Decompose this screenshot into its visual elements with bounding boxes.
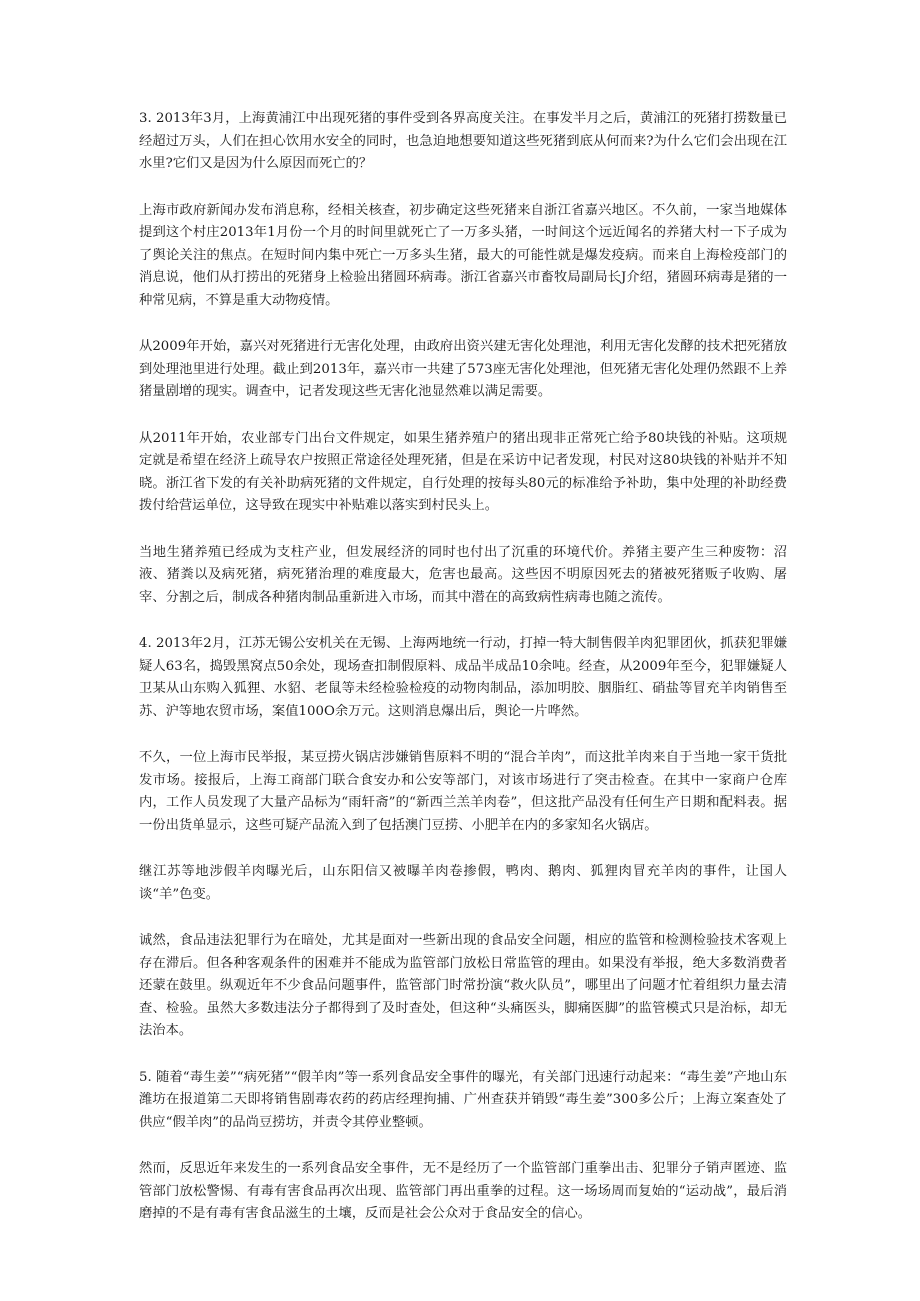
paragraph-subsidy: 从2011年开始，农业部专门出台文件规定，如果生猪养殖户的猪出现非正常死亡给予80块钱的补贴。这项规定就是希望在经济上疏导农户按照正常途径处理死猪，但是在采访中记者发现，村民对这80块钱的补贴并不知晓。浙江省下发的有关补助病死猪的文件规定，自行处理的按每头80元的标准给予补助，集中处理的补助经费拨付给营运单位，这导致在现实中补贴难以落实到村民头上。 bbox=[139, 430, 787, 513]
paragraph-item-3-dead-pigs: 3. 2013年3月，上海黄浦江中出现死猪的事件受到各界高度关注。在事发半月之后，黄浦江的死猪打捞数量已经超过万头，人们在担心饮用水安全的同时，也急迫地想要知道这些死猪到底从何而来?为什么它们会出现在江水里?它们又是因为什么原因而死亡的？ bbox=[139, 111, 787, 171]
paragraph-item-4-fake-mutton: 4. 2013年2月，江苏无锡公安机关在无锡、上海两地统一行动，打掉一特大制售假羊肉犯罪团伙，抓获犯罪嫌疑人63名，捣毁黑窝点50余处，现场查扣制假原料、成品半成品10余吨。经查，从2009年至今，犯罪嫌疑人卫某从山东购入狐狸、水貂、老鼠等未经检验检疫的动物肉制品，添加明胶、胭脂红、硝盐等冒充羊肉销售至苏、沪等地农贸市场，案值100O余万元。这则消息爆出后，舆论一片哗然。 bbox=[139, 636, 787, 719]
paragraph-supervision-lag: 诚然，食品违法犯罪行为在暗处，尤其是面对一些新出现的食品安全问题，相应的监管和检测检验技术客观上存在滞后。但各种客观条件的困难并不能成为监管部门放松日常监管的理由。如果没有举报，绝大多数消费者还蒙在鼓里。纵观近年不少食品问题事件，监管部门时常扮演“救火队员”，哪里出了问题才忙着组织力量去清查、检验。虽然大多数违法分子都得到了及时查处，但这种“头痛医头，脚痛医脚”的监管模式只是治标，却无法治本。 bbox=[139, 933, 787, 1038]
paragraph-source-jiaxing: 上海市政府新闻办发布消息称，经相关核查，初步确定这些死猪来自浙江省嘉兴地区。不久前，一家当地媒体提到这个村庄2013年1月份一个月的时间里就死亡了一万多头猪，一时间这个远近闻名的养猪大村一下子成为了舆论关注的焦点。在短时间内集中死亡一万多头生猪，最大的可能性就是爆发疫病。而来自上海检疫部门的消息说，他们从打捞出的死猪身上检验出猪圆环病毒。浙江省嘉兴市畜牧局副局长J介绍，猪圆环病毒是猪的一种常见病，不算是重大动物疫情。 bbox=[139, 202, 787, 308]
paragraph-reflection: 然而，反思近年来发生的一系列食品安全事件，无不是经历了一个监管部门重拳出击、犯罪分子销声匿迹、监管部门放松警惕、有毒有害食品再次出现、监管部门再出重拳的过程。这一场场周而复始的“运动战”，最后消磨掉的不是有毒有害食品滋生的土壤，反而是社会公众对于食品安全的信心。 bbox=[139, 1161, 787, 1221]
paragraph-harmless-treatment: 从2009年开始，嘉兴对死猪进行无害化处理，由政府出资兴建无害化处理池，利用无害化发酵的技术把死猪放到处理池里进行处理。截止到2013年，嘉兴市一共建了573座无害化处理池，但死猪无害化处理仍然跟不上养猪量剧增的现实。调查中，记者发现这些无害化池显然难以满足需要。 bbox=[139, 339, 787, 399]
paragraph-hotpot-report: 不久，一位上海市民举报，某豆捞火锅店涉嫌销售原料不明的“混合羊肉”，而这批羊肉来自于当地一家干货批发市场。接报后，上海工商部门联合食安办和公安等部门，对该市场进行了突击检查。在其中一家商户仓库内，工作人员发现了大量产品标为“雨轩斋”的“新西兰羔羊肉卷”，但这批产品没有任何生产日期和配料表。据一份出货单显示，这些可疑产品流入到了包括澳门豆捞、小肥羊在内的多家知名火锅店。 bbox=[139, 750, 787, 833]
paragraph-environment-cost: 当地生猪养殖已经成为支柱产业，但发展经济的同时也付出了沉重的环境代价。养猪主要产生三种废物：沼液、猪粪以及病死猪，病死猪治理的难度最大，危害也最高。这些因不明原因死去的猪被死猪贩子收购、屠宰、分割之后，制成各种猪肉制品重新进入市场，而其中潜在的高致病性病毒也随之流传。 bbox=[139, 544, 787, 605]
paragraph-shandong-yangxin: 继江苏等地涉假羊肉曝光后，山东阳信又被曝羊肉卷掺假，鸭肉、鹅肉、狐狸肉冒充羊肉的事件，让国人谈“羊”色变。 bbox=[139, 864, 787, 902]
paragraph-item-5-response: 5. 随着“毒生姜”“病死猪”“假羊肉”等一系列食品安全事件的曝光，有关部门迅速行动起来：“毒生姜”产地山东潍坊在报道第二天即将销售剧毒农药的药店经理拘捕、广州查获并销毁“毒生姜”300多公斤；上海立案查处了供应“假羊肉”的品尚豆捞坊，并责令其停业整顿。 bbox=[139, 1069, 787, 1130]
article-body bbox=[139, 108, 787, 1250]
